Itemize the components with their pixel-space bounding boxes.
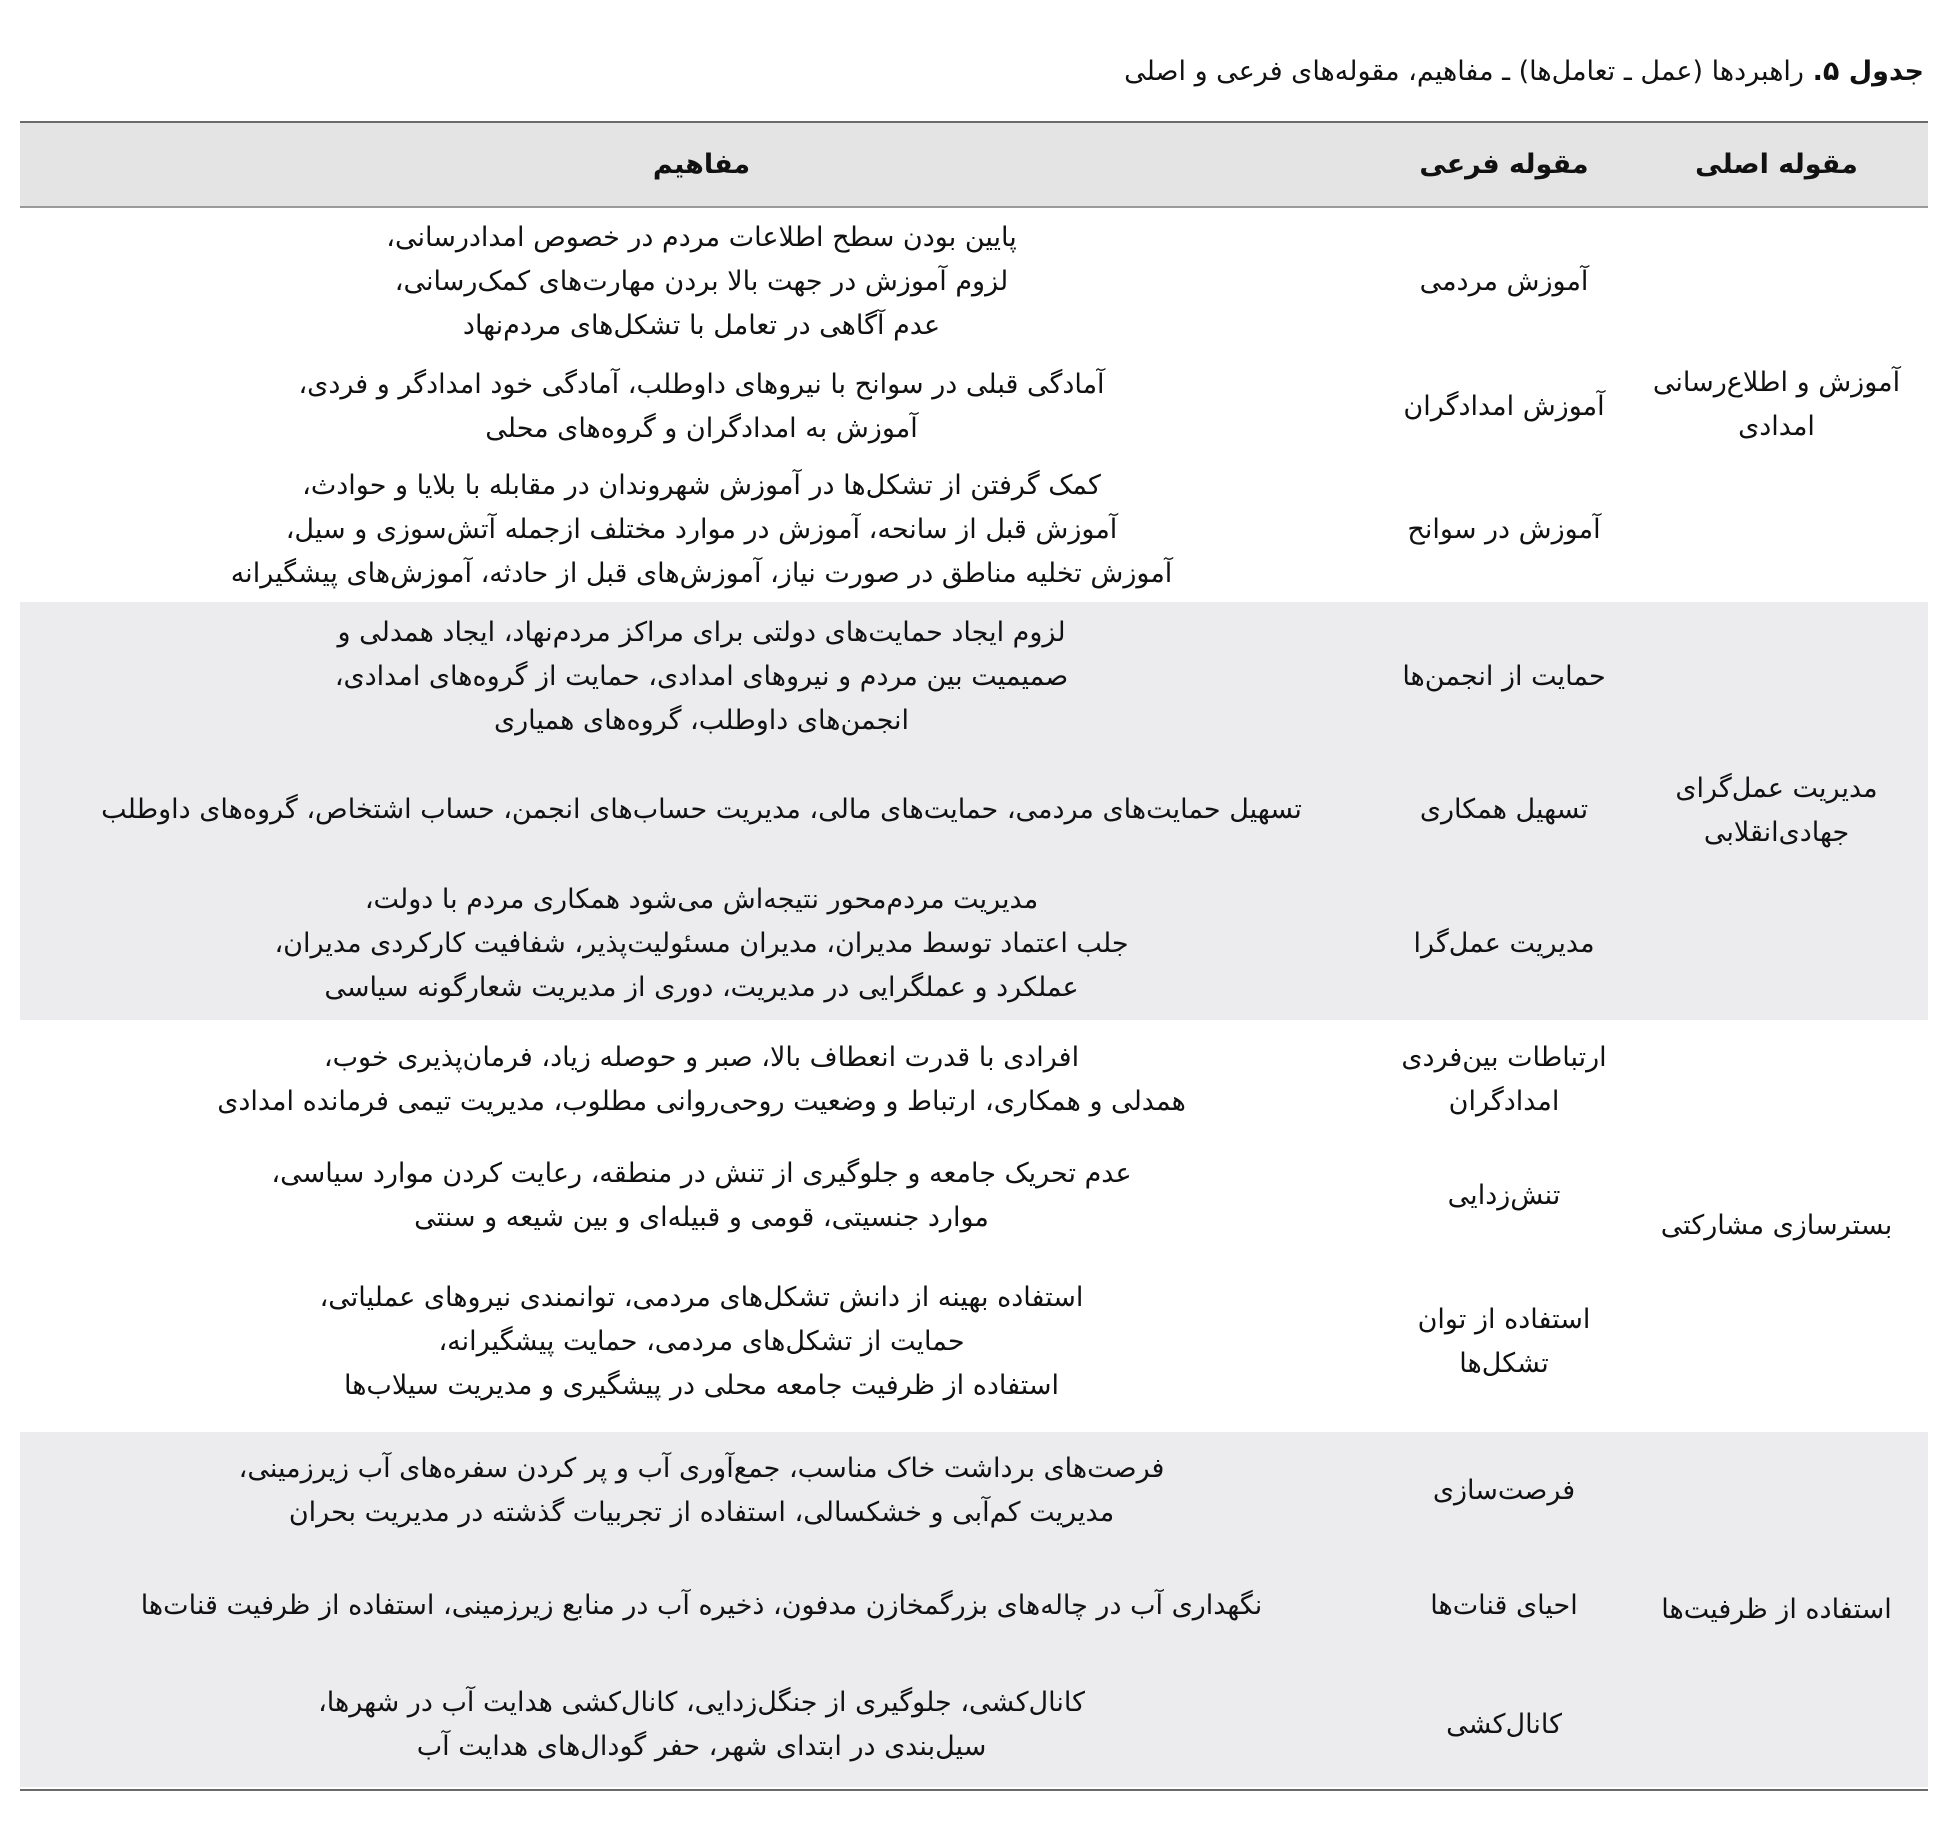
- group-management: [20, 602, 1928, 1020]
- concepts-cell: کانال‌کشی، جلوگیری از جنگل‌زدایی، کانال‌کشی هدایت آب در شهرها، سیل‌بندی در ابتدای شهر، حفر گودال‌های هدایت آب: [318, 1686, 1085, 1762]
- sub-category-cell: آموزش امدادگران: [1403, 390, 1605, 422]
- concepts-cell: آمادگی قبلی در سوانح با نیروهای داوطلب، آمادگی خود امدادگر و فردی، آموزش به امدادگران و گروه‌های محلی: [298, 368, 1105, 444]
- sub-category-cell: تسهیل همکاری: [1419, 793, 1589, 825]
- concepts-cell: مدیریت مردم‌محور نتیجه‌اش می‌شود همکاری مردم با دولت، جلب اعتماد توسط مدیران، مدیران مسئولیت‌پذیر، شفافیت کارکردی مدیران، عملکرد و عملگرایی در مدیریت، دوری از مدیریت شعارگونه سیاسی: [274, 883, 1129, 1003]
- table-row: [20, 602, 1625, 752]
- sub-category-cell: کانال‌کشی: [1446, 1708, 1562, 1740]
- sub-category-cell: آموزش مردمی: [1419, 265, 1589, 297]
- table-row: [20, 458, 1625, 602]
- sub-rows: [20, 208, 1625, 602]
- sub-category-cell: ارتباطات بین‌فردی امدادگران: [1401, 1042, 1607, 1117]
- group-capacity: [20, 1432, 1928, 1787]
- sub-category-cell: حمایت از انجمن‌ها: [1402, 661, 1606, 692]
- sub-category-cell: احیای قنات‌ها: [1430, 1589, 1578, 1621]
- caption-text: راهبردها (عمل ـ تعامل‌ها) ـ مفاهیم، مقوله‌های فرعی و اصلی: [1124, 56, 1804, 87]
- table-row: [20, 1549, 1625, 1662]
- header-concepts: مفاهیم: [652, 149, 751, 180]
- table-header-row: [20, 123, 1928, 208]
- main-category-cell: مدیریت عمل‌گرای جهادی‌انقلابی: [1675, 773, 1878, 848]
- table-row: [20, 1432, 1625, 1549]
- concepts-cell: لزوم ایجاد حمایت‌های دولتی برای مراکز مردم‌نهاد، ایجاد همدلی و صمیمیت بین مردم و نیروهای امدادی، حمایت از گروه‌های امدادی، انجمن‌های داوطلب، گروه‌های همیاری: [334, 617, 1069, 736]
- concepts-cell: پایین بودن سطح اطلاعات مردم در خصوص امدادرسانی، لزوم آموزش در جهت بالا بردن مهارت‌های کمک‌رسانی، عدم آگاهی در تعامل با تشکل‌های مردم‌نهاد: [386, 221, 1017, 341]
- sub-rows: [20, 1432, 1625, 1787]
- sub-category-cell: تنش‌زدایی: [1447, 1180, 1561, 1211]
- sub-rows: [20, 602, 1625, 1020]
- table-row: [20, 867, 1625, 1020]
- concepts-cell: استفاده بهینه از دانش تشکل‌های مردمی، توانمندی نیروهای عملیاتی، حمایت از تشکل‌های مردمی، حمایت پیشگیرانه، استفاده از ظرفیت جامعه محلی در پیشگیری و مدیریت سیلاب‌ها: [319, 1282, 1084, 1401]
- table-row: [20, 208, 1625, 355]
- sub-rows: [20, 1020, 1625, 1432]
- table-row: [20, 1020, 1625, 1140]
- header-main-category: مقوله اصلی: [1695, 149, 1858, 180]
- table-row: [20, 1140, 1625, 1252]
- sub-category-cell: آموزش در سوانح: [1407, 514, 1601, 545]
- table-caption: [23, 52, 1924, 92]
- caption-label: جدول ۵.: [1812, 56, 1924, 87]
- header-sub-category: مقوله فرعی: [1419, 149, 1589, 180]
- table-row: [20, 1252, 1625, 1432]
- concepts-cell: افرادی با قدرت انعطاف بالا، صبر و حوصله زیاد، فرمان‌پذیری خوب، همدلی و همکاری، ارتباط و وضعیت روحی‌روانی مطلوب، مدیریت تیمی فرمانده امدادی: [217, 1042, 1186, 1117]
- table-row: [20, 355, 1625, 458]
- main-category-cell: استفاده از ظرفیت‌ها: [1661, 1593, 1892, 1625]
- table-row: [20, 1662, 1625, 1787]
- table-row: [20, 752, 1625, 867]
- concepts-cell: عدم تحریک جامعه و جلوگیری از تنش در منطقه، رعایت کردن موارد سیاسی، موارد جنسیتی، قومی و قبیله‌ای و بین شیعه و سنتی: [271, 1158, 1132, 1233]
- strategies-table: [20, 121, 1928, 1791]
- sub-category-cell: مدیریت عمل‌گرا: [1413, 927, 1595, 959]
- sub-category-cell: استفاده از توان تشکل‌ها: [1417, 1304, 1591, 1379]
- group-participation: [20, 1020, 1928, 1432]
- concepts-cell: کمک گرفتن از تشکل‌ها در آموزش شهروندان در مقابله با بلایا و حوادث، آموزش قبل از سانحه، آموزش در موارد مختلف ازجمله آتش‌سوزی و سیل، آموزش تخلیه مناطق در صورت نیاز، آموزش‌های قبل از حادثه، آموزش‌های پیشگیرانه: [230, 470, 1173, 589]
- main-category-cell: آموزش و اطلاع‌رسانی امدادی: [1652, 367, 1901, 442]
- main-category-cell: بسترسازی مشارکتی: [1660, 1210, 1893, 1241]
- sub-category-cell: فرصت‌سازی: [1432, 1474, 1576, 1506]
- concepts-cell: تسهیل حمایت‌های مردمی، حمایت‌های مالی، مدیریت حساب‌های انجمن، حساب اشتخاص، گروه‌های داوطلب: [101, 793, 1302, 825]
- concepts-cell: نگهداری آب در چاله‌های بزرگمخازن مدفون، ذخیره آب در منابع زیرزمینی، استفاده از ظرفیت قنات‌ها: [140, 1589, 1263, 1621]
- group-education: [20, 208, 1928, 602]
- concepts-cell: فرصت‌های برداشت خاک مناسب، جمع‌آوری آب و پر کردن سفره‌های آب زیرزمینی، مدیریت کم‌آبی و خشکسالی، استفاده از تجربیات گذشته در مدیریت بحران: [238, 1452, 1165, 1528]
